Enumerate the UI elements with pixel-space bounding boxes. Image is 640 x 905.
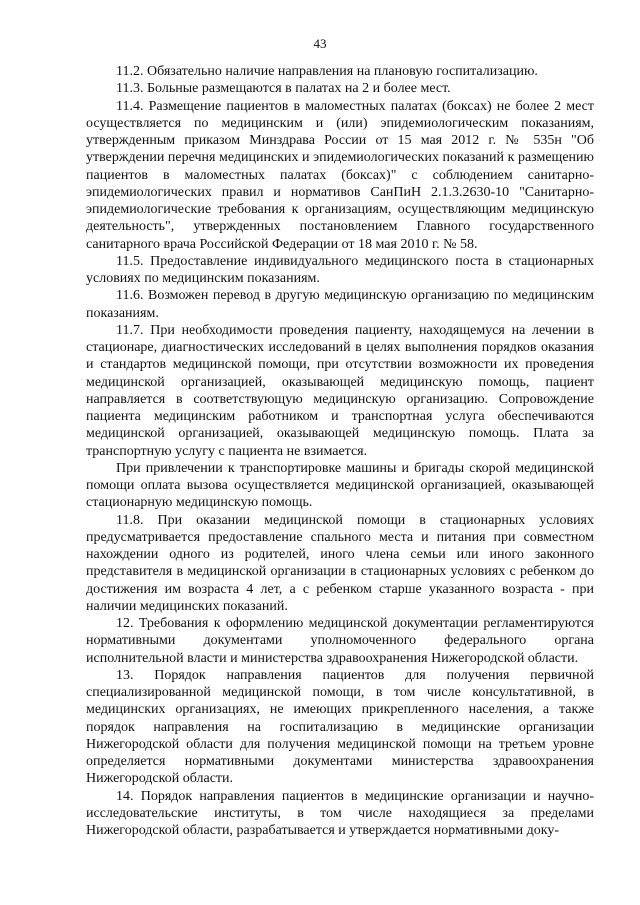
paragraph-13: 13. Порядок направления пациентов для получения первичной специализированной медицинской помощи, в том числе консультативной, в медицинских организациях, не имеющих прикрепленного населения, а также порядок направления на госпитализацию в медицинские организации Нижегородской области для получения медицинской помощи на третьем уровне определяется нормативными документами министерства здравоохранения Нижегородской области. (86, 667, 594, 787)
page-number: 43 (313, 36, 327, 51)
paragraph-11-7-transport: При привлечении к транспортировке машины и бригады скорой медицинской помощи оплата вызова осуществляется медицинской организацией, оказывающей стационарную медицинскую помощь. (86, 460, 594, 511)
document-body (86, 63, 594, 839)
paragraph-14: 14. Порядок направления пациентов в медицинские организации и научно-исследовательские институты, в том числе находящиеся за пределами Нижегородской области, разрабатывается и утверждается нормативными доку- (86, 788, 594, 838)
paragraph-11-8: 11.8. При оказании медицинской помощи в стационарных условиях предусматривается предоставление спального места и питания при совместном нахождении одного из родителей, иного члена семьи или иного законного представителя в медицинской организации в стационарных условиях с ребенком до достижения им возраста 4 лет, а с ребенком старше указанного возраста - при наличии медицинских показаний. (86, 512, 594, 614)
paragraph-11-2: 11.2. Обязательно наличие направления на плановую госпитализацию. (116, 64, 538, 79)
paragraph-11-4: 11.4. Размещение пациентов в маломестных палатах (боксах) не более 2 мест осуществляется по медицинским и (или) эпидемиологическим показаниям, утвержденным приказом Минздрава России от 15 мая 2012 г. № 535н "Об утверждении перечня медицинских и эпидемиологических показаний к размещению пациентов в маломестных палатах (боксах)" с соблюдением санитарно-эпидемиологических правил и нормативов СанПиН 2.1.3.2630-10 "Санитарно-эпидемиологические требования к организациям, осуществляющим медицинскую деятельность", утвержденных постановлением Главного государственного санитарного врача Российской Федерации от 18 мая 2010 г. № 58. (86, 98, 594, 252)
paragraph-11-3: 11.3. Больные размещаются в палатах на 2 и более мест. (116, 81, 451, 97)
paragraph-11-6: 11.6. Возможен перевод в другую медицинскую организацию по медицинским показаниям. (86, 288, 594, 321)
paragraph-11-5: 11.5. Предоставление индивидуального медицинского поста в стационарных условиях по медицинским показаниям. (86, 253, 594, 286)
paragraph-12: 12. Требования к оформлению медицинской документации регламентируются нормативными документами уполномоченного федерального органа исполнительной власти и министерства здравоохранения Нижегородской области. (86, 616, 594, 666)
paragraph-11-7: 11.7. При необходимости проведения пациенту, находящемуся на лечении в стационаре, диагностических исследований в целях выполнения порядков оказания и стандартов медицинской помощи, при отсутствии возможности их проведения медицинской организацией, оказывающей медицинскую помощь, пациент направляется в соответствующую медицинскую организацию. Сопровождение пациента медицинским работником и транспортная услуга обеспечиваются медицинской организацией, оказывающей медицинскую помощь. Плата за транспортную услугу с пациента не взимается. (86, 322, 594, 459)
